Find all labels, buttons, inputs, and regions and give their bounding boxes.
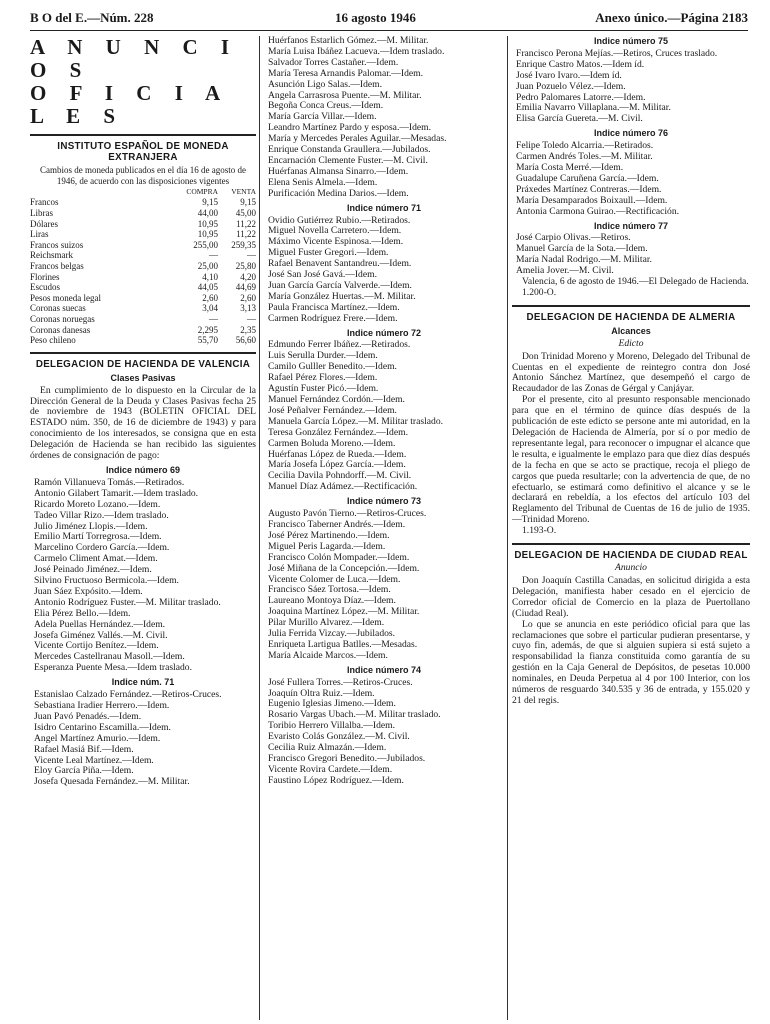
header-date: 16 agosto 1946 [335, 10, 416, 25]
list-item: Vicente Cortijo Benítez.—Idem. [34, 640, 159, 652]
section-title: O F I C I A L E S [30, 81, 228, 128]
list-item: Juan Pozuelo Vélez.—Idem. [516, 80, 626, 92]
currency-name: Francos suizos [30, 239, 84, 250]
list-item: Ramón Villanueva Tomás.—Retirados. [34, 476, 185, 488]
rate-row [30, 303, 256, 314]
column-header-buy: COMPRA [186, 186, 218, 196]
list-item: Máximo Vicente Espinosa.—Idem. [268, 236, 404, 248]
currency-name: Francos [30, 197, 59, 208]
list-item: Silvino Fructuoso Bermicola.—Idem. [34, 575, 179, 587]
buy-rate: — [209, 250, 218, 261]
currency-name: Dólares [30, 218, 58, 229]
rates-intro: Cambios de moneda publicados en el día 16 de agosto de 1946, de acuerdo con las disposiciones vigentes [40, 165, 246, 186]
list-item: Rafael Pérez Flores.—Idem. [268, 372, 378, 384]
header-rule [30, 30, 748, 31]
list-item: María y Mercedes Perales Aguilar.—Mesadas. [268, 133, 447, 145]
list-item: Vicente Leal Martínez.—Idem. [34, 754, 154, 766]
list-item: Francisco Colón Mompader.—Idem. [268, 551, 410, 563]
list-item: Augusto Pavón Tierno.—Retiros-Cruces. [268, 508, 427, 520]
currency-name: Libras [30, 208, 53, 218]
list-item: María Josefa López García.—Idem. [268, 459, 406, 471]
list-item: Juan García García Valverde.—Idem. [268, 279, 412, 291]
list-item: Adela Puellas Hernández.—Idem. [34, 618, 166, 630]
subsection-heading: Clases Pasivas [110, 372, 176, 383]
reference-number: 1.193-O. [522, 525, 557, 537]
sell-rate: 2,60 [240, 292, 256, 303]
edict-label: Edicto [618, 337, 644, 349]
list-item: José Ivaro Ivaro.—Idem íd. [516, 69, 622, 81]
list-item: José Miñana de la Concepción.—Idem. [268, 562, 420, 574]
paragraph: Por el presente, cito al presunto responsable mencionado para que en el término de quince días después de la publicación de este edicto se persone ante mi autoridad, en la Delegación de Hacienda de Almería, por sí o por medio de representante legal, para reconocer o impugnar el alcance que le resulta, e igualmente le emplazo para que diez días después de la fecha en que se acto se practique, recoja el pliego de cargos que pueda resultarle; con la advertencia de que, de no efectuarlo, se estimará como definitivo el alcance y se le declarará en rebeldía, a los efectos del artículo 103 del Reglamento del Tribunal de Cuentas de 16 de julio de 1935.—Trinidad Moreno. [512, 394, 750, 526]
list-item: Carmelo Climent Amat.—Idem. [34, 553, 158, 565]
list-item: Huérfanas López de Rueda.—Idem. [268, 448, 407, 460]
list-item: Tadeo Villar Rizo.—Idem traslado. [34, 509, 169, 521]
list-item: Purificación Medina Darios.—Idem. [268, 187, 409, 199]
index-heading: Indice número 74 [346, 664, 422, 675]
list-item: María Luisa Ibáñez Lacueva.—Idem traslado. [268, 45, 445, 57]
list-item: Enrique Castro Matos.—Idem íd. [516, 58, 645, 70]
entry-list [512, 233, 750, 277]
header-page: Anexo único.—Página 2183 [595, 10, 748, 25]
list-item: Rafael Masiá Bif.—Idem. [34, 743, 134, 755]
buy-rate: 255,00 [193, 239, 218, 250]
entry-list [512, 49, 750, 125]
rate-row [30, 208, 256, 219]
list-item: Elia Pérez Bello.—Idem. [34, 607, 131, 619]
list-item: Leandro Martínez Pardo y esposa.—Idem. [268, 122, 432, 134]
rate-row [30, 314, 256, 325]
header-left: B O del E.—Núm. 228 [30, 10, 154, 25]
index-heading: Indice número 71 [346, 202, 422, 213]
subsection-heading: Alcances [611, 325, 651, 336]
column-2 [264, 36, 504, 787]
sell-rate: 2,35 [240, 324, 256, 335]
page-header [30, 6, 748, 28]
list-item: Esperanza Puente Mesa.—Idem traslado. [34, 662, 192, 674]
currency-name: Liras [30, 229, 49, 240]
list-item: Estanislao Calzado Fernández.—Retiros-Cruces. [34, 689, 222, 701]
list-item: Marcelino Cordero García.—Idem. [34, 542, 170, 554]
list-item: Ovidio Gutiérrez Rubio.—Retirados. [268, 214, 411, 226]
rate-row [30, 197, 256, 208]
list-item: José Carpio Olivas.—Retiros. [516, 232, 631, 244]
entry-list [30, 478, 256, 674]
list-item: Carmen Andrés Toles.—M. Militar. [516, 151, 653, 163]
list-item: Josefa Giménez Vallés.—M. Civil. [34, 629, 168, 641]
column-header-sell: VENTA [231, 186, 256, 196]
list-item: Cecilia Ruiz Almazán.—Idem. [268, 742, 387, 754]
list-item: Manuel García de la Sota.—Idem. [516, 243, 648, 255]
index-heading: Indice número 73 [346, 496, 422, 507]
list-item: Cecilia Davila Pohndorff.—M. Civil. [268, 470, 412, 482]
closing-signature: Valencia, 6 de agosto de 1946.—El Delegado de Hacienda. [522, 276, 749, 288]
sell-rate: — [247, 250, 256, 261]
index-heading: Indice número 77 [593, 220, 669, 231]
list-item: Vicente Rovira Cardete.—Idem. [268, 763, 393, 775]
list-item: Miguel Fuster Gregori.—Idem. [268, 247, 389, 259]
list-item: María Nadal Rodrigo.—M. Militar. [516, 254, 652, 266]
sell-rate: 44,69 [235, 282, 256, 293]
list-item: María Desamparados Boixaull.—Idem. [516, 194, 668, 206]
list-item: Angel Martínez Amurio.—Idem. [34, 732, 161, 744]
currency-name: Coronas danesas [30, 324, 91, 335]
index-heading: Indice número 72 [346, 327, 422, 338]
delegation-heading: DELEGACION DE HACIENDA DE CIUDAD REAL [514, 550, 748, 562]
buy-rate: 9,15 [202, 197, 218, 208]
rate-row [30, 293, 256, 304]
list-item: Salvador Torres Castañer.—Idem. [268, 56, 399, 68]
list-item: Agustín Fuster Picó.—Idem. [268, 383, 379, 395]
entry-list [264, 216, 504, 325]
announcement-label: Anuncio [615, 562, 647, 574]
list-item: Evaristo Colás González.—M. Civil. [268, 731, 410, 743]
delegation-heading: DELEGACION DE HACIENDA DE VALENCIA [35, 358, 251, 370]
currency-name: Coronas noruegas [30, 313, 95, 324]
entry-list [512, 141, 750, 217]
paragraph: En cumplimiento de lo dispuesto en la Circular de la Dirección General de la Deuda y Clases Pasivas fecha 25 de noviembre de 1943 (BOLETIN OFICIAL DEL ESTADO núm. 350, de 16 de diciembre de 1943) y para conocimiento de los interesados, se consigna que en esta Delegación de Hacienda se han recibido las siguientes órdenes de consignación de pago: [30, 384, 256, 462]
rate-row [30, 240, 256, 251]
list-item: Ricardo Moreto Lozano.—Idem. [34, 498, 161, 510]
list-item: José Peinado Jiménez.—Idem. [34, 564, 152, 576]
list-item: Rafael Benavent Santandreu.—Idem. [268, 258, 412, 270]
sell-rate: 45,00 [235, 208, 256, 218]
rate-row [30, 335, 256, 346]
list-item: Pilar Murillo Alvarez.—Idem. [268, 617, 385, 629]
buy-rate: 2,295 [197, 324, 218, 335]
currency-name: Reichsmark [30, 250, 73, 261]
sell-rate: 4,20 [240, 271, 256, 282]
list-item: Asunción Ligo Salas.—Idem. [268, 78, 383, 90]
list-item: Sebastiana Iradier Herrero.—Idem. [34, 700, 170, 711]
entry-list [264, 509, 504, 662]
list-item: Carmen Rodríguez Frere.—Idem. [268, 312, 398, 324]
list-item: Antonio Gilabert Tamarit.—Idem traslado. [34, 487, 199, 499]
rate-row [30, 272, 256, 283]
list-item: Francisco Sáez Tortosa.—Idem. [268, 584, 391, 596]
divider [512, 543, 750, 545]
index-heading: Indice número 69 [105, 464, 181, 475]
buy-rate: 44,05 [197, 282, 218, 293]
institute-heading: INSTITUTO ESPAÑOL DE MONEDA EXTRANJERA [57, 141, 229, 163]
entry-list [264, 340, 504, 493]
list-item: María Costa Merré.—Idem. [516, 161, 624, 173]
entry-list [30, 690, 256, 788]
sell-rate: 11,22 [236, 218, 256, 229]
list-item: Miguel Novella Carretero.—Idem. [268, 225, 402, 237]
index-heading: Indice número 75 [593, 36, 669, 46]
sell-rate: 11,22 [236, 229, 256, 240]
list-item: José San José Gavá.—Idem. [268, 269, 377, 281]
list-item: Josefa Quesada Fernández.—M. Militar. [34, 776, 190, 788]
rate-row [30, 325, 256, 336]
list-item: María Teresa Arnandis Palomar.—Idem. [268, 67, 424, 79]
index-heading: Indice número 76 [593, 128, 669, 139]
currency-name: Peso chileno [30, 335, 76, 346]
list-item: Manuel Fernández Cordón.—Idem. [268, 394, 405, 405]
paragraph: Lo que se anuncia en este periódico oficial para que las reclamaciones que sobre el particular pudieran presentarse, y cuyo fin, además, de que si alguien supiera si está sujeto a responsabilidad la fianza constituida como garantía de su gestión en la Caja General de Depósitos, de pesetas 10.000 nominales, en Deuda Perpetua al 4 por 100 Interior, con los números de resguardo 340.535 y 36 de entrada, y 155.020 y 21 del regis. [512, 618, 750, 706]
paragraph: Don Joaquín Castilla Canadas, en solicitud dirigida a esta Delegación, manifiesta haber cesado en el ejercicio de Corredor oficial de Comercio en la plaza de Puertollano (Ciudad Real). [512, 574, 750, 619]
buy-rate: 10,95 [197, 229, 218, 240]
paragraph: Don Trinidad Moreno y Moreno, Delegado del Tribunal de Cuentas en el expediente de reintegro contra don José Antonio Sánchez Martínez, que desempeñó el cargo de Recaudador de las Zonas de Gérgal y Canjáyar. [512, 350, 750, 395]
rate-row [30, 229, 256, 240]
rate-row [30, 261, 256, 272]
list-item: José Peñalver Fernández.—Idem. [268, 404, 397, 416]
buy-rate: 3,04 [202, 303, 218, 314]
sell-rate: 9,15 [240, 197, 256, 208]
buy-rate: 25,00 [197, 260, 218, 271]
reference-number: 1.200-O. [522, 286, 557, 298]
currency-name: Francos belgas [30, 260, 84, 271]
currency-name: Pesos moneda legal [30, 292, 101, 303]
divider [512, 305, 750, 307]
column-1 [30, 36, 256, 788]
index-heading: Indice núm. 71 [111, 677, 175, 688]
list-item: Edmundo Ferrer Ibáñez.—Retirados. [268, 339, 411, 351]
list-item: Enrique Constanda Graullera.—Jubilados. [268, 144, 431, 156]
list-item: Eloy García Piña.—Idem. [34, 765, 134, 777]
list-item: María Alcaide Marcos.—Idem. [268, 649, 388, 661]
buy-rate: 2,60 [202, 292, 218, 303]
list-item: Antonio Rodríguez Fuster.—M. Militar traslado. [34, 596, 221, 608]
buy-rate: 4,10 [202, 271, 218, 282]
list-item: Pedro Palomares Latorre.—Idem. [516, 91, 646, 103]
divider [30, 134, 256, 136]
list-item: Enriqueta Lartigua Batlles.—Mesadas. [268, 638, 418, 650]
list-item: Francisco Taberner Andrés.—Idem. [268, 518, 406, 530]
list-item: Felipe Toledo Alcarria.—Retirados. [516, 140, 654, 152]
list-item: Manuel Díaz Adámez.—Rectificación. [268, 481, 418, 493]
list-item: Francisco Gregori Benedito.—Jubilados. [268, 753, 426, 764]
section-title: A N U N C I O S [30, 35, 239, 82]
rate-row [30, 282, 256, 293]
list-item: Juan Sáez Expósito.—Idem. [34, 585, 143, 597]
list-item: María González Huertas.—M. Militar. [268, 290, 416, 302]
list-item: Francisco Perona Mejías.—Retiros, Cruces traslado. [516, 47, 718, 59]
sell-rate: 259,35 [231, 239, 256, 250]
list-item: Guadalupe Caruñena García.—Idem. [516, 172, 659, 184]
currency-name: Florines [30, 271, 60, 282]
sell-rate: 25,80 [235, 260, 256, 271]
buy-rate: 44,00 [197, 208, 218, 218]
column-divider [507, 36, 508, 1020]
list-item: Isidro Centarino Escamilla.—Idem. [34, 721, 171, 733]
buy-rate: — [209, 313, 218, 324]
divider [30, 352, 256, 354]
list-item: Julia Ferrida Vizcay.—Jubilados. [268, 628, 396, 640]
list-item: Huérfanas Almansa Sinarro.—Idem. [268, 165, 409, 177]
list-item: Huérfanos Estarlich Gómez.—M. Militar. [268, 35, 429, 46]
exchange-rates-table [30, 187, 256, 346]
list-item: Encarnación Clemente Fuster.—M. Civil. [268, 154, 428, 166]
sell-rate: — [247, 313, 256, 324]
list-item: Angela Carrasrosa Puente.—M. Militar. [268, 89, 422, 101]
list-item: José Pérez Martinendo.—Idem. [268, 529, 390, 541]
list-item: Elena Senis Almela.—Idem. [268, 176, 378, 188]
list-item: Julio Jiménez Llopis.—Idem. [34, 520, 148, 532]
list-item: Emilia Navarro Villaplana.—M. Militar. [516, 102, 671, 114]
list-item: Amelia Jover.—M. Civil. [516, 265, 614, 277]
list-item: Camilo Gulller Benedito.—Idem. [268, 361, 397, 373]
sell-rate: 56,60 [235, 335, 256, 346]
list-item: Laureano Montoya Díaz.—Idem. [268, 595, 396, 607]
entry-list [264, 36, 504, 200]
delegation-heading: DELEGACION DE HACIENDA DE ALMERIA [526, 311, 736, 323]
list-item: Joaquín Oltra Ruiz.—Idem. [268, 687, 375, 699]
entry-list [264, 678, 504, 787]
sell-rate: 3,13 [240, 303, 256, 314]
currency-name: Coronas suecas [30, 303, 86, 314]
rate-row [30, 250, 256, 261]
list-item: Paula Francisca Martínez.—Idem. [268, 301, 400, 313]
list-item: Mercedes Castellranau Masoll.—Idem. [34, 651, 185, 663]
list-item: Emilio Martí Torregrosa.—Idem. [34, 531, 162, 543]
list-item: Juan Pavó Penadés.—Idem. [34, 710, 142, 722]
list-item: Antonia Carmona Guirao.—Rectificación. [516, 205, 680, 217]
list-item: Carmen Boluda Moreno.—Idem. [268, 437, 396, 449]
column-divider [259, 36, 260, 1020]
list-item: Luis Serulla Durder.—Idem. [268, 350, 378, 362]
column-3 [512, 36, 750, 707]
list-item: José Fullera Torres.—Retiros-Cruces. [268, 676, 413, 688]
list-item: Begoña Conca Creus.—Idem. [268, 100, 384, 112]
list-item: Joaquina Martínez López.—M. Militar. [268, 606, 420, 618]
rate-row [30, 219, 256, 230]
list-item: Manuela García López.—M. Militar traslado. [268, 415, 444, 427]
list-item: Teresa González Fernández.—Idem. [268, 426, 408, 438]
buy-rate: 10,95 [197, 218, 218, 229]
list-item: Vicente Colomer de Luca.—Idem. [268, 573, 401, 585]
list-item: Práxedes Martínez Contreras.—Idem. [516, 183, 662, 195]
buy-rate: 55,70 [197, 335, 218, 346]
list-item: Rosario Vargas Ubach.—M. Militar traslado. [268, 709, 441, 721]
currency-name: Escudos [30, 282, 60, 293]
list-item: Eugenio Iglesias Jimeno.—Idem. [268, 698, 396, 710]
list-item: Faustino López Rodríguez.—Idem. [268, 774, 404, 786]
list-item: Miguel Peris Lagarda.—Idem. [268, 540, 386, 552]
list-item: María García Villar.—Idem. [268, 111, 377, 123]
list-item: Elisa García Gueretа.—M. Civil. [516, 113, 643, 125]
list-item: Toribio Herrero Villalba.—Idem. [268, 720, 395, 732]
